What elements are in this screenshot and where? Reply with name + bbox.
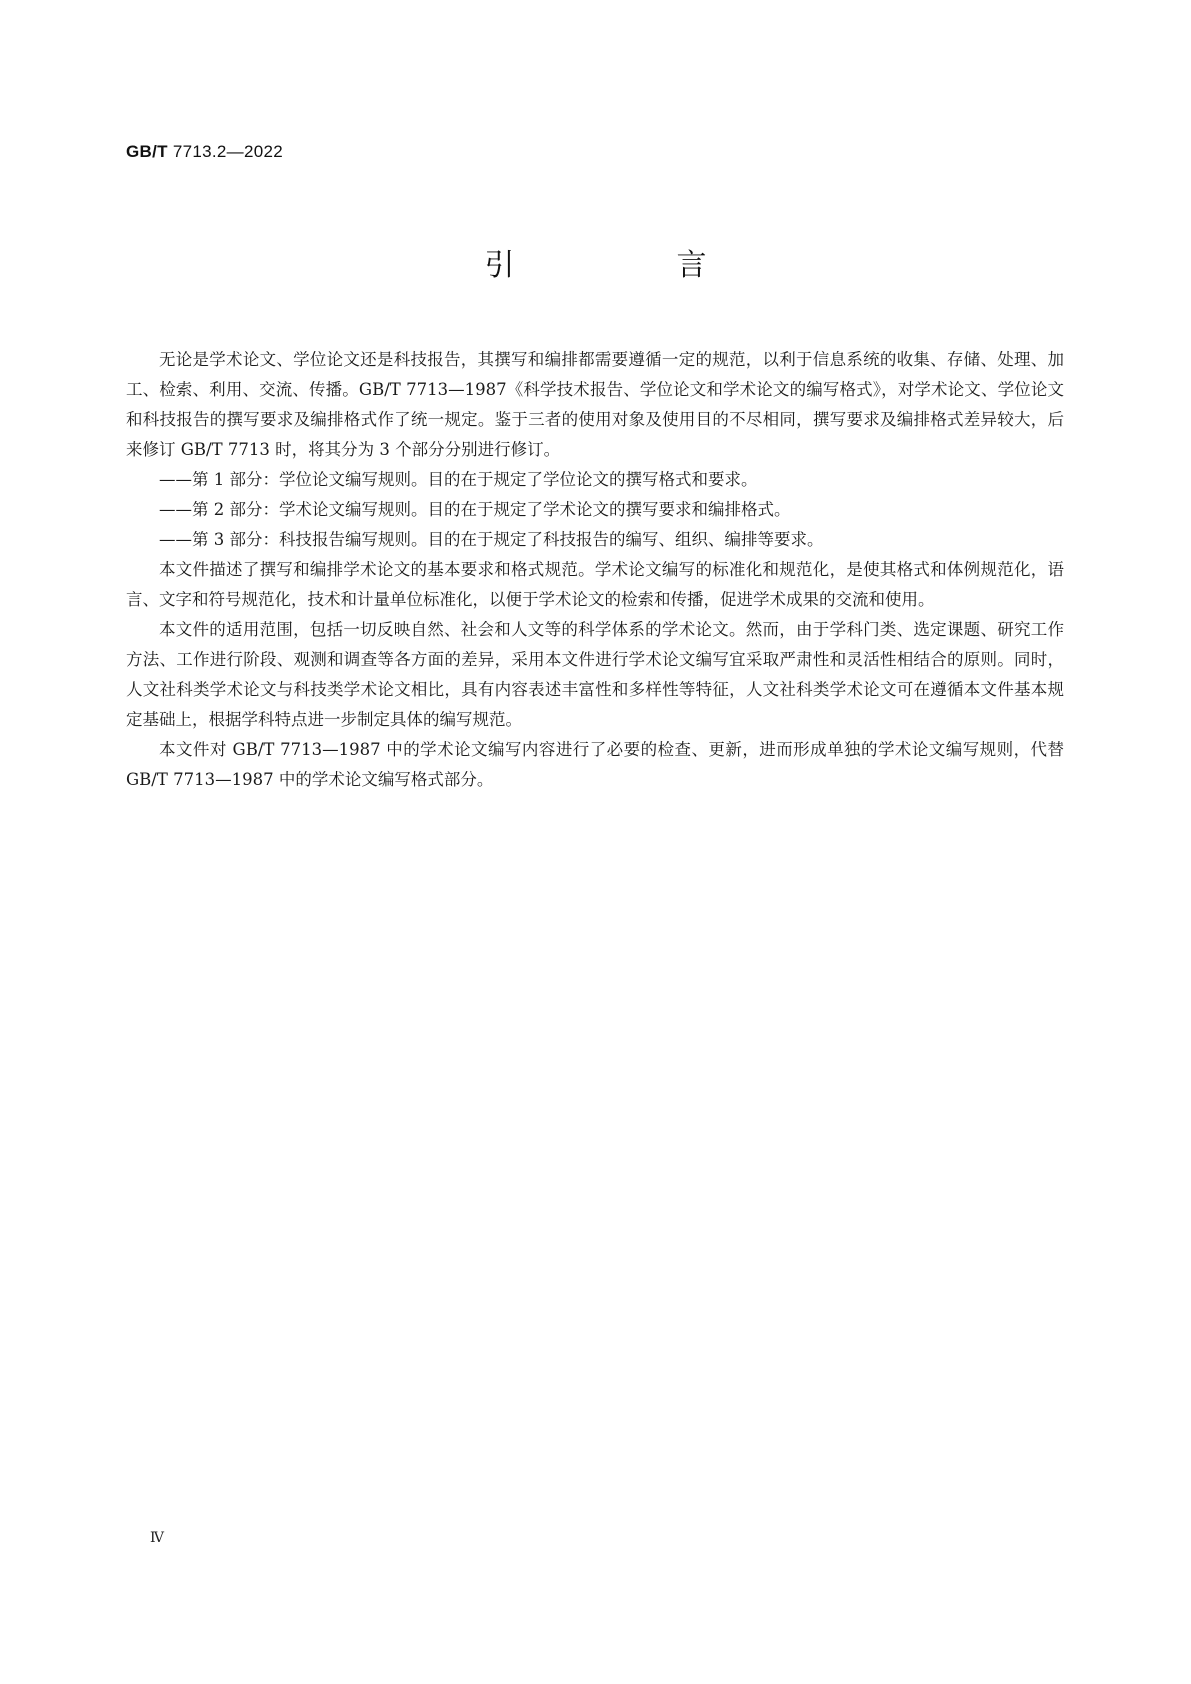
paragraph-scope: 本文件的适用范围，包括一切反映自然、社会和人文等的科学体系的学术论文。然而，由于学科门类、选定课题、研究工作方法、工作进行阶段、观测和调查等各方面的差异，采用本文件进行学术论文编写宜采取严肃性和灵活性相结合的原则。同时，人文社科类学术论文与科技类学术论文相比，具有内容表述丰富性和多样性等特征，人文社科类学术论文可在遵循本文件基本规定基础上，根据学科特点进一步制定具体的编写规范。 — [126, 620, 1064, 729]
page-title: 引 言 — [484, 248, 773, 283]
standard-code-number: 7713.2—2022 — [172, 142, 283, 161]
list-item-part-1: ——第 1 部分：学位论文编写规则。目的在于规定了学位论文的撰写格式和要求。 — [159, 470, 758, 489]
paragraph-intro: 无论是学术论文、学位论文还是科技报告，其撰写和编排都需要遵循一定的规范，以利于信息系统的收集、存储、处理、加工、检索、利用、交流、传播。GB/T 7713—1987《科学技术报告、学位论文和学术论文的编写格式》，对学术论文、学位论文和科技报告的撰写要求及编排格式作了统一规定。鉴于三者的使用对象及使用目的不尽相同，撰写要求及编排格式差异较大，后来修订 GB/T 7713 时，将其分为 3 个部分分别进行修订。 — [126, 350, 1064, 459]
page-number: Ⅳ — [150, 1530, 164, 1546]
paragraph-replacement: 本文件对 GB/T 7713—1987 中的学术论文编写内容进行了必要的检查、更新，进而形成单独的学术论文编写规则，代替 GB/T 7713—1987 中的学术论文编写格式部分。 — [126, 740, 1064, 789]
list-item-part-3: ——第 3 部分：科技报告编写规则。目的在于规定了科技报告的编写、组织、编排等要求。 — [159, 530, 824, 549]
document-body — [126, 345, 1064, 795]
list-item-part-2: ——第 2 部分：学术论文编写规则。目的在于规定了学术论文的撰写要求和编排格式。 — [159, 500, 791, 519]
standard-code — [126, 142, 283, 162]
paragraph-description: 本文件描述了撰写和编排学术论文的基本要求和格式规范。学术论文编写的标准化和规范化，是使其格式和体例规范化，语言、文字和符号规范化，技术和计量单位标准化，以便于学术论文的检索和传播，促进学术成果的交流和使用。 — [126, 560, 1064, 609]
standard-code-prefix: GB/T — [126, 142, 168, 161]
